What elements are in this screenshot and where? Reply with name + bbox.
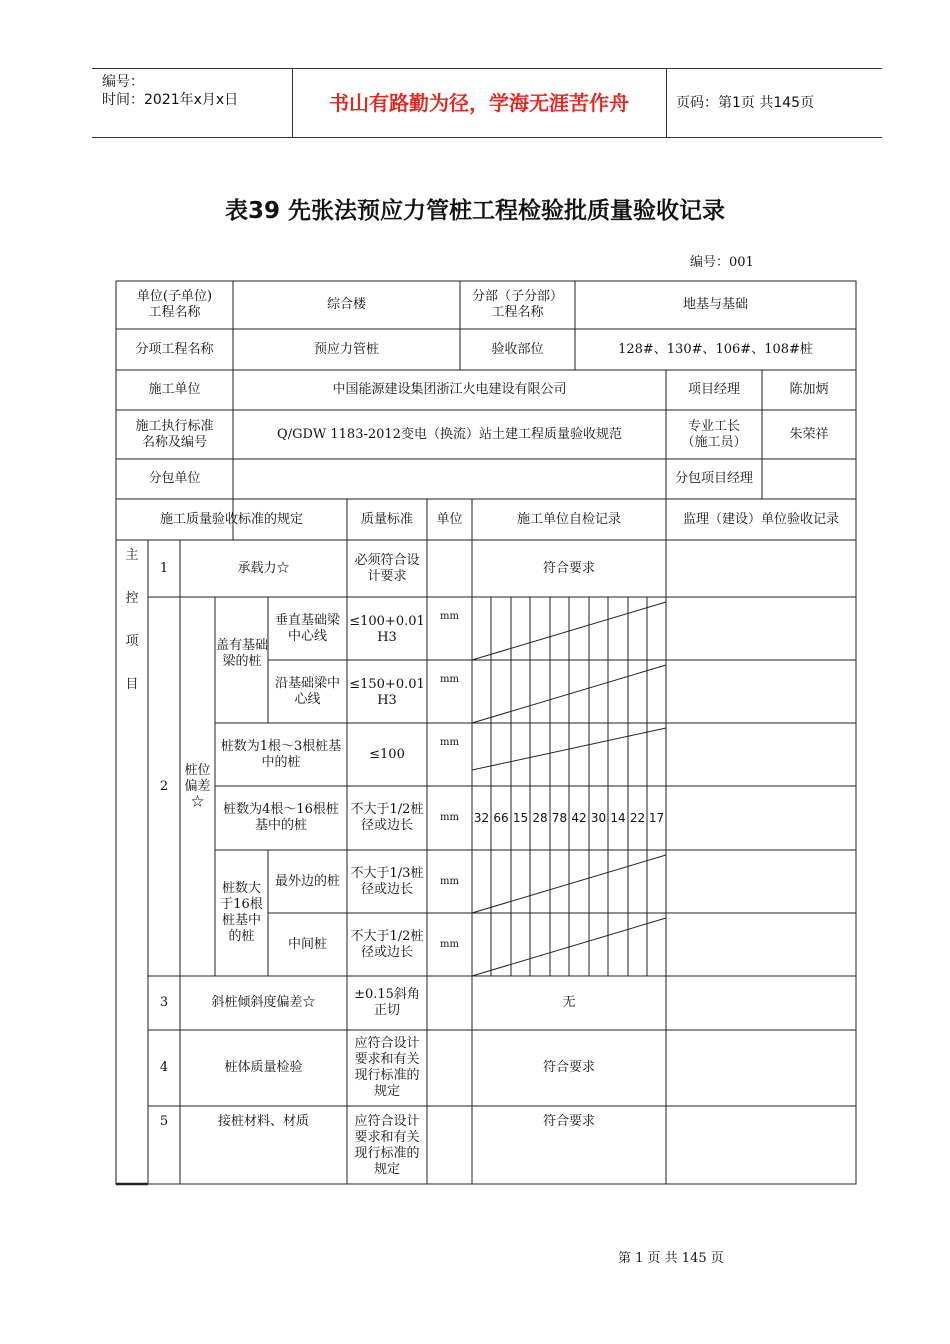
division-value: 地基与基础 xyxy=(682,297,748,312)
item1-std: 必须符合设计要求 xyxy=(354,552,420,584)
r5-name: 最外边的桩 xyxy=(274,873,340,889)
r1-std: ≤100+0.01H3 xyxy=(349,614,425,645)
header-motto: 书山有路勤为径，学海无涯苦作舟 xyxy=(329,91,629,115)
foreman-label: 专业工长 （施工员） xyxy=(681,418,747,450)
r6-std: 不大于1/2桩径或边长 xyxy=(350,928,424,960)
subitem-value: 预应力管桩 xyxy=(313,341,379,357)
r4-value: 32 xyxy=(473,811,490,825)
r5-unit: mm xyxy=(440,875,459,887)
col-supervision: 监理（建设）单位验收记录 xyxy=(682,511,839,527)
main-control-char: 目 xyxy=(125,677,139,692)
time-label: 时间：2021年x月x日 xyxy=(102,92,239,108)
r2-std: ≤150+0.01H3 xyxy=(349,677,425,708)
col-quality: 质量标准 xyxy=(360,511,413,527)
r4-value: 30 xyxy=(590,811,607,825)
sub-value xyxy=(233,459,666,499)
main-control-char: 控 xyxy=(125,591,139,606)
page-footer: 第 1 页 共 145 页 xyxy=(618,1251,724,1266)
item4-std: 应符合设计要求和有关现行标准的规定 xyxy=(354,1036,420,1099)
col-spec: 施工质量验收标准的规定 xyxy=(159,511,303,527)
item3-no: 3 xyxy=(159,995,169,1010)
sub-pm-value xyxy=(762,459,856,499)
part-label: 验收部位 xyxy=(491,341,544,357)
r4-value: 28 xyxy=(532,811,548,825)
r4-value: 42 xyxy=(571,811,587,825)
r4-value: 14 xyxy=(610,811,626,825)
item3-result: 无 xyxy=(562,995,576,1010)
division-label: 分部（子分部） 工程名称 xyxy=(471,289,563,320)
r5-std: 不大于1/3桩径或边长 xyxy=(350,865,424,897)
part-value: 128#、130#、106#、108#桩 xyxy=(618,341,813,357)
r2-name: 沿基础梁中心线 xyxy=(274,675,340,707)
item5-result: 符合要求 xyxy=(542,1114,595,1129)
item4-result: 符合要求 xyxy=(542,1060,595,1075)
r1-name: 垂直基础梁中心线 xyxy=(274,612,340,644)
item5-std: 应符合设计要求和有关现行标准的规定 xyxy=(354,1114,420,1177)
item2-cap-group: 盖有基础梁的桩 xyxy=(216,638,269,669)
pm-value: 陈加炳 xyxy=(789,382,829,397)
unit-label: 单位(子单位) 工程名称 xyxy=(136,289,213,320)
item2-big-group: 桩数大于16根桩基中的桩 xyxy=(220,881,263,944)
contractor-value: 中国能源建设集团浙江火电建设有限公司 xyxy=(332,382,567,397)
r6-name: 中间桩 xyxy=(287,936,327,952)
item5-name: 接桩材料、材质 xyxy=(217,1114,309,1129)
foreman-value: 朱荣祥 xyxy=(789,426,829,442)
item2-no: 2 xyxy=(159,778,169,794)
sub-label: 分包单位 xyxy=(148,471,201,486)
r4-value: 66 xyxy=(493,811,509,825)
item4-no: 4 xyxy=(159,1060,169,1075)
item1-result: 符合要求 xyxy=(542,560,595,576)
document-number: 编号：001 xyxy=(690,255,754,270)
item3-std: ±0.15斜角正切 xyxy=(354,987,420,1018)
header-page-info: 页码：第1页 共145页 xyxy=(676,95,815,111)
r1-unit: mm xyxy=(440,611,459,622)
main-control-char: 项 xyxy=(125,634,139,649)
col-unit: 单位 xyxy=(436,511,463,527)
r3-std: ≤100 xyxy=(369,746,405,762)
standard-value: Q/GDW 1183-2012变电（换流）站土建工程质量验收规范 xyxy=(277,426,622,442)
item4-name: 桩体质量检验 xyxy=(224,1060,303,1075)
r4-value: 22 xyxy=(629,811,646,825)
document-title: 表39 先张法预应力管桩工程检验批质量验收记录 xyxy=(224,198,725,224)
pm-label: 项目经理 xyxy=(687,382,740,397)
r4-name: 桩数为4根～16根桩基中的桩 xyxy=(223,802,339,833)
r2-unit: mm xyxy=(440,674,459,685)
item5-no: 5 xyxy=(159,1114,169,1129)
contractor-label: 施工单位 xyxy=(148,382,201,397)
number-label: 编号： xyxy=(102,74,144,90)
r3-unit: mm xyxy=(440,737,459,748)
main-control-char: 主 xyxy=(125,548,139,563)
r6-unit: mm xyxy=(440,938,459,950)
r4-value: 17 xyxy=(648,811,665,825)
r3-name: 桩数为1根～3根桩基中的桩 xyxy=(220,738,342,770)
col-self-check: 施工单位自检记录 xyxy=(516,511,621,527)
standard-label: 施工执行标准 名称及编号 xyxy=(135,418,214,450)
r4-std: 不大于1/2桩径或边长 xyxy=(350,802,424,833)
subitem-label: 分项工程名称 xyxy=(135,341,214,357)
main-control-label xyxy=(116,548,148,720)
r4-value: 78 xyxy=(551,811,568,825)
r4-unit: mm xyxy=(440,812,459,823)
item2-group: 桩位偏差☆ xyxy=(184,762,211,810)
unit-value: 综合楼 xyxy=(326,297,366,312)
sub-pm-label: 分包项目经理 xyxy=(674,471,753,486)
r4-value: 15 xyxy=(512,811,529,825)
item1-name: 承载力☆ xyxy=(237,560,290,576)
item1-no: 1 xyxy=(159,560,169,576)
item3-name: 斜桩倾斜度偏差☆ xyxy=(211,995,316,1010)
